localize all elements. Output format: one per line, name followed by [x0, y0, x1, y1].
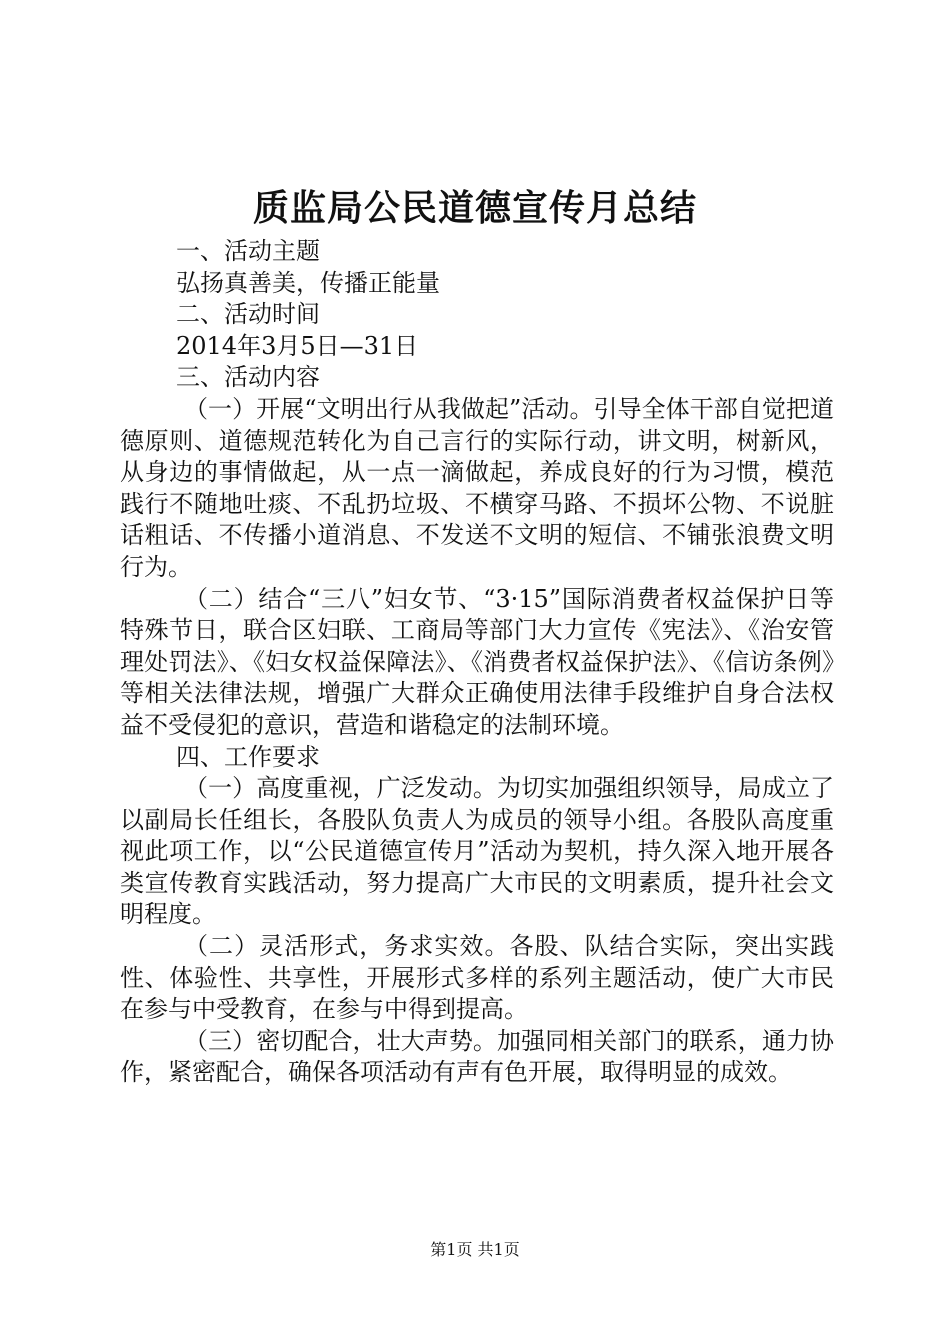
section-text: 弘扬真善美，传播正能量 [176, 268, 440, 297]
document-title: 质监局公民道德宣传月总结 [252, 187, 697, 229]
section-heading: 二、活动时间 [176, 300, 320, 329]
paragraph: （一）开展“文明出行从我做起”活动。引导全体干部自觉把道德原则、道德规范转化为自己言行的实际行动，讲文明，树新风，从身边的事情做起，从一点一滴做起，养成良好的行为习惯，模范践行不随地吐痰、不乱扔垃圾、不横穿马路、不损坏公物、不说脏话粗话、不传播小道消息、不发送不文明的短信、不铺张浪费文明行为。 [120, 394, 834, 581]
paragraph: （一）高度重视，广泛发动。为切实加强组织领导，局成立了以副局长任组长，各股队负责人为成员的领导小组。各股队高度重视此项工作，以“公民道德宣传月”活动为契机，持久深入地开展各类宣传教育实践活动，努力提高广大市民的文明素质，提升社会文明程度。 [120, 774, 834, 929]
section-heading: 四、工作要求 [176, 742, 320, 771]
section-heading: 三、活动内容 [176, 363, 320, 392]
paragraph: （二）灵活形式，务求实效。各股、队结合实际，突出实践性、体验性、共享性，开展形式多样的系列主题活动，使广大市民在参与中受教育，在参与中得到提高。 [120, 932, 834, 1024]
section-text: 2014年3月5日—31日 [176, 331, 419, 360]
paragraph: （二）结合“三八”妇女节、“3·15”国际消费者权益保护日等特殊节日，联合区妇联、工商局等部门大力宣传《宪法》、《治安管理处罚法》、《妇女权益保障法》、《消费者权益保护法》、《信访条例》等相关法律法规，增强广大群众正确使用法律手段维护自身合法权益不受侵犯的意识，营造和谐稳定的法制环境。 [120, 584, 834, 739]
section-heading: 一、活动主题 [176, 237, 320, 265]
page-footer: 第1页 共1页 [430, 1240, 520, 1259]
document-body [120, 236, 834, 1089]
paragraph: （三）密切配合，壮大声势。加强同相关部门的联系，通力协作，紧密配合，确保各项活动有声有色开展，取得明显的成效。 [120, 1026, 834, 1087]
